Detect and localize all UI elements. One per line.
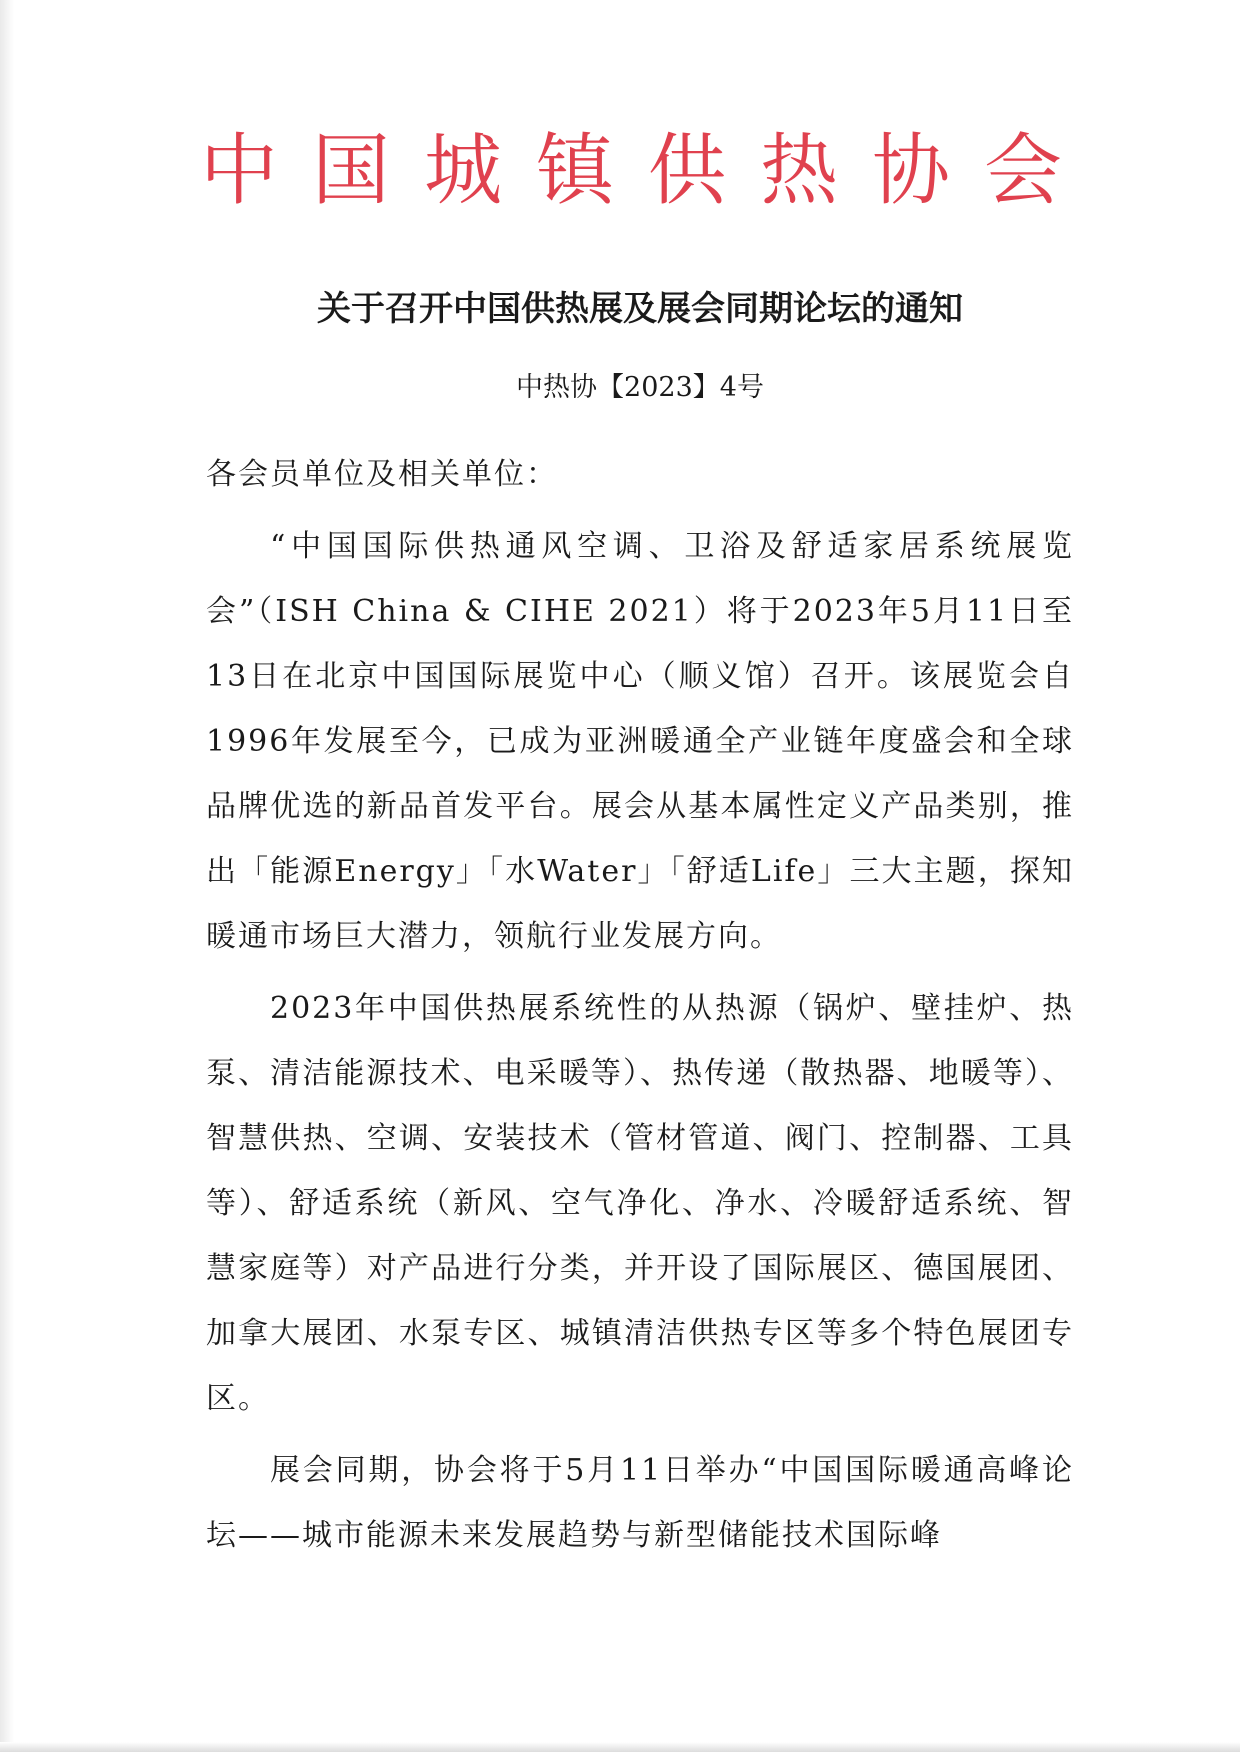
scan-edge-bottom xyxy=(0,1742,1240,1752)
paragraph-1: “中国国际供热通风空调、卫浴及舒适家居系统展览会”（ISH China & CIHE 2021）将于2023年5月11日至13日在北京中国国际展览中心（顺义馆）召开。该展览会自1996年发展至今，已成为亚洲暖通全产业链年度盛会和全球品牌优选的新品首发平台。展会从基本属性定义产品类别，推出「能源Energy」「水Water」「舒适Life」三大主题，探知暖通市场巨大潜力，领航行业发展方向。 xyxy=(206,529,1074,954)
paragraph-2: 2023年中国供热展系统性的从热源（锅炉、壁挂炉、热泵、清洁能源技术、电采暖等）、热传递（散热器、地暖等）、智慧供热、空调、安装技术（管材管道、阀门、控制器、工具等）、舒适系统（新风、空气净化、净水、冷暖舒适系统、智慧家庭等）对产品进行分类，并开设了国际展区、德国展团、加拿大展团、水泵专区、城镇清洁供热专区等多个特色展团专区。 xyxy=(206,991,1074,1416)
document-body xyxy=(206,442,1074,1575)
organization-letterhead: 中国城镇供热协会 xyxy=(200,126,1097,216)
document-title: 关于召开中国供热展及展会同期论坛的通知 xyxy=(317,289,963,329)
salutation: 各会员单位及相关单位： xyxy=(206,457,558,492)
scan-edge-left xyxy=(0,0,14,1752)
document-number: 中热协【2023】4号 xyxy=(516,372,764,403)
paragraph-3: 展会同期，协会将于5月11日举办“中国国际暖通高峰论坛——城市能源未来发展趋势与新型储能技术国际峰 xyxy=(206,1453,1074,1553)
